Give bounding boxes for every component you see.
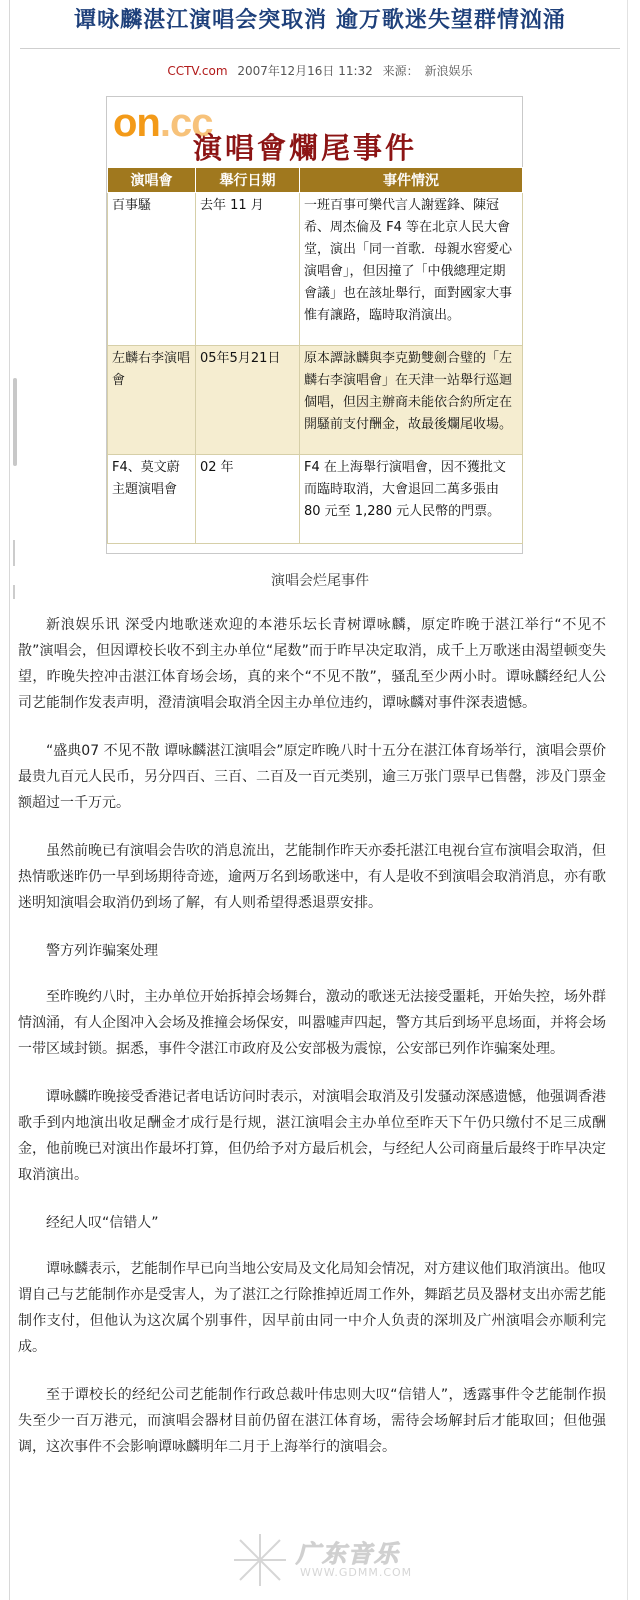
side-marker: [13, 540, 15, 566]
article-headline: 谭咏麟湛江演唱会突取消 逾万歌迷失望群情汹涌: [74, 8, 566, 33]
publish-date: 2007年12月16日 11:32: [237, 64, 373, 78]
table-row: [108, 193, 523, 346]
paragraph: 谭咏麟表示，艺能制作早已向当地公安局及文化局知会情况，对方建议他们取消演出。他叹谓自己与艺能制作亦是受害人，为了湛江之行除推掉近周工作外，舞蹈艺员及器材支出亦需艺能制作支付，但他认为这次属个别事件，因早前由同一中介人负责的深圳及广州演唱会亦顺利完成。: [18, 1261, 606, 1355]
figure-caption: 演唱会烂尾事件: [271, 573, 369, 589]
page-frame-left: [9, 0, 10, 1600]
article-meta: [20, 62, 620, 80]
event-detail: 原本譚詠麟與李克勤雙劍合璧的「左麟右李演唱會」在天津一站舉行巡迴個唱，但因主辦商未能依合約所定在開騷前支付酬金，故最後爛尾收場。: [300, 346, 523, 455]
paragraph: 新浪娱乐讯 深受内地歌迷欢迎的本港乐坛长青树谭咏麟，原定昨晚于湛江举行“不见不散”演唱会，但因谭校长收不到主办单位“尾数”而于昨早决定取消，成千上万歌迷由渴望顿变失望，昨晚失控冲击湛江体育场会场，真的来个“不见不散”，骚乱至少两小时。谭咏麟经纪人公司艺能制作发表声明，澄清演唱会取消全因主办单位违约，谭咏麟对事件深表遗憾。: [18, 617, 606, 711]
headline-divider: [20, 48, 620, 49]
event-detail: F4 在上海舉行演唱會，因不獲批文而臨時取消，大會退回二萬多張由 80 元至 1,280 元人民幣的門票。: [300, 455, 523, 544]
event-detail: 一班百事可樂代言人謝霆鋒、陳冠希、周杰倫及 F4 等在北京人民大會堂，演出「同一首歌．母親水窖愛心演唱會」，但因撞了「中俄總理定期會議」也在該址舉行，面對國家大事惟有讓路，臨時取消演出。: [300, 193, 523, 346]
watermark-brand: 广东音乐: [296, 1540, 400, 1568]
source-site-link[interactable]: CCTV.com: [167, 64, 228, 78]
table-row: [108, 346, 523, 455]
paragraph: 至昨晚约八时，主办单位开始拆掉会场舞台，激动的歌迷无法接受噩耗，开始失控，场外群情汹涌，有人企图冲入会场及推撞会场保安，叫嚣嘘声四起，警方其后到场平息场面，并将会场一带区域封锁。据悉，事件令湛江市政府及公安部极为震惊，公安部已列作诈骗案处理。: [18, 989, 606, 1057]
paragraph: 谭咏麟昨晚接受香港记者电话访问时表示，对演唱会取消及引发骚动深感遗憾，他强调香港歌手到内地演出收足酬金才成行是行规，湛江演唱会主办单位至昨天下午仍只缴付不足三成酬金，他前晚已对演出作最坏打算，但仍给予对方最后机会，与经纪人公司商量后最终于昨早决定取消演出。: [18, 1089, 606, 1183]
table-header: 演唱會: [108, 168, 196, 193]
oncc-logo: on.cc: [113, 101, 213, 145]
paragraph: “盛典07 不见不散 谭咏麟湛江演唱会”原定昨晚八时十五分在湛江体育场举行，演唱会票价最贵九百元人民币，另分四百、三百、二百及一百元类别，逾三万张门票早已售罄，涉及门票金额超过一千万元。: [18, 743, 606, 811]
table-row: [108, 455, 523, 544]
article-body: [18, 612, 606, 1482]
events-table: [107, 167, 523, 544]
source-name: 新浪娱乐: [424, 64, 473, 78]
concert-date: 去年 11 月: [196, 193, 300, 346]
scrollbar-thumb[interactable]: [13, 378, 17, 466]
watermark-url: WWW.GDMM.COM: [300, 1566, 413, 1579]
source-label: 来源：: [382, 64, 419, 78]
section-subheading: 警方列诈骗案处理: [46, 943, 158, 959]
table-header: 事件情況: [300, 168, 523, 193]
paragraph: 虽然前晚已有演唱会告吹的消息流出，艺能制作昨天亦委托湛江电视台宣布演唱会取消，但热情歌迷昨仍一早到场期待奇迹，逾两万名到场歌迷中，有人是收不到演唱会取消消息，亦有歌迷明知演唱会取消仍到场了解，有人则希望得悉退票安排。: [18, 843, 606, 911]
concert-name: F4、莫文蔚主題演唱會: [108, 455, 196, 544]
concert-name: 左麟右李演唱會: [108, 346, 196, 455]
concert-date: 05年5月21日: [196, 346, 300, 455]
side-marker: [13, 585, 15, 599]
watermark: [230, 1532, 430, 1592]
paragraph: 至于谭校长的经纪公司艺能制作行政总裁叶伟忠则大叹“信错人”，透露事件令艺能制作损失至少一百万港元，而演唱会器材目前仍留在湛江体育场，需待会场解封后才能取回；但他强调，这次事件不会影响谭咏麟明年二月于上海举行的演唱会。: [18, 1387, 606, 1455]
watermark-star-icon: [230, 1532, 290, 1588]
concert-name: 百事騷: [108, 193, 196, 346]
figure-title: 演唱會爛尾事件: [193, 131, 418, 165]
page-frame-right: [627, 0, 628, 1600]
concert-date: 02 年: [196, 455, 300, 544]
article-figure: [106, 96, 523, 554]
section-subheading: 经纪人叹“信错人”: [46, 1215, 159, 1231]
table-header: 舉行日期: [196, 168, 300, 193]
